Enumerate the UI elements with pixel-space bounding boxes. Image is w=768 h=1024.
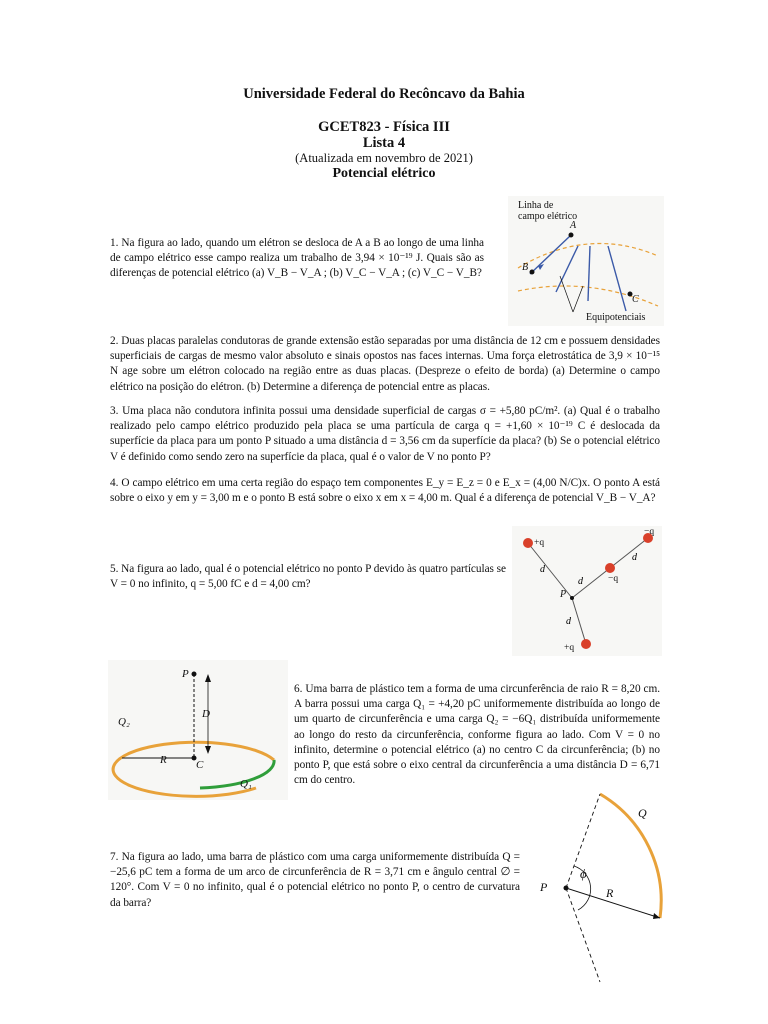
topic-title: Potencial elétrico <box>332 166 436 181</box>
ring-point-c: C <box>196 759 204 771</box>
charge-mid-label: −q <box>608 574 619 584</box>
ring-label-d: D <box>202 708 210 720</box>
ring-label-q1: Q₁ <box>240 778 252 790</box>
problem-4: 4. O campo elétrico em uma certa região do espaço tem componentes E_y = E_z = 0 e E_x = (4,00 N/C)x. O ponto A está sobre o eixo y em y = 3,00 m e o ponto B está sobre o eixo x em x = 4,00 m. Qual é a diferença de potencial V_B − V_A? <box>110 477 660 505</box>
problem-5: 5. Na figura ao lado, qual é o potencial elétrico no ponto P devido às quatro partículas se V = 0 no infinito, q = 5,00 fC e d = 4,00 cm? <box>110 563 506 591</box>
point-c-label: C <box>632 294 639 305</box>
field-line-label: Linha de campo elétrico <box>518 200 578 222</box>
figure-field-lines <box>508 196 664 326</box>
arc-label-r: R <box>606 886 614 900</box>
updated-note: (Atualizada em novembro de 2021) <box>295 151 473 165</box>
figure-ring <box>108 660 288 800</box>
point-b-label: B <box>522 262 529 273</box>
problem-2: 2. Duas placas paralelas condutoras de grande extensão estão separadas por uma distância de 12 cm e possuem densidades superficiais de cargas de mesmo valor absoluto e sinais opostos nas faces internas. Uma força eletrostática de 3,9 × 10⁻¹⁵ N age sobre um elétron colocado na região entre as duas placas. (Despreze o efeito de borda) (a) Determine o campo elétrico na posição do elétron. (b) Determine a diferença de potencial entre as placas. <box>110 335 660 393</box>
svg-text:d: d <box>566 616 571 627</box>
ring-label-q2: Q₂ <box>118 716 130 728</box>
charge-bottom-label: +q <box>564 643 575 653</box>
figure-arc <box>536 786 666 986</box>
arc-label-phi: ϕ <box>580 866 587 881</box>
svg-text:d: d <box>540 564 545 575</box>
charge-top-right-label: −q <box>644 527 655 537</box>
ring-label-r: R <box>160 754 167 766</box>
list-title: Lista 4 <box>362 135 406 151</box>
arc-point-p: P <box>540 880 548 894</box>
svg-text:d: d <box>632 552 637 563</box>
charge-mid-right <box>605 563 615 573</box>
charge-top-left <box>523 538 533 548</box>
problem-3: 3. Uma placa não condutora infinita possui uma densidade superficial de cargas σ = +5,80 pC/m². (a) Qual é o trabalho realizado pelo campo elétrico produzido pela placa se uma partícula de carga q = +1,60 × 10⁻¹⁹ C é deslocada da superfície da placa para um ponto P situado a uma distância d = 3,56 cm da superfície da placa? (b) Se o potencial elétrico V é definido como sendo zero na superfície da placa, qual é o valor de V no ponto P? <box>110 405 660 463</box>
equipotential-label: Equipotenciais <box>586 312 646 323</box>
svg-text:d: d <box>578 576 583 587</box>
point-a-label: A <box>570 220 577 231</box>
ring-point-p: P <box>182 668 189 680</box>
course-title: GCET823 - Física III <box>318 119 450 135</box>
point-p-dot <box>570 596 574 600</box>
charge-top-left-label: +q <box>534 538 545 548</box>
university-title: Universidade Federal do Recôncavo da Bahia <box>243 86 525 102</box>
problem-1: 1. Na figura ao lado, quando um elétron se desloca de A a B ao longo de uma linha de campo elétrico esse campo realiza um trabalho de 3,94 × 10⁻¹⁹ J. Quais são as diferenças de potencial elétrico (a) V_B − V_A ; (b) V_C − V_A ; (c) V_C − V_B? <box>110 237 484 280</box>
problem-7: 7. Na figura ao lado, uma barra de plástico com uma carga uniformemente distribuída Q = −25,6 pC tem a forma de um arco de circunferência de R = 3,71 cm e ângulo central ∅ = 120°. Com V = 0 no infinito, qual é o potencial elétrico no ponto P, o centro de curvatura da barra? <box>110 851 520 909</box>
charge-bottom <box>581 639 591 649</box>
figure-four-charges <box>512 526 662 656</box>
point-a-dot <box>569 233 574 238</box>
arc-label-q: Q <box>638 806 647 820</box>
point-p-label: P <box>560 589 567 600</box>
point-b-dot <box>530 270 535 275</box>
problem-6: 6. Uma barra de plástico tem a forma de uma circunferência de raio R = 8,20 cm. A barra possui uma carga Q₁ = +4,20 pC uniformemente distribuída ao longo de um quarto de circunferência e uma carga Q₂ = −6Q₁ distribuída uniformemente ao longo do resto da circunferência, conforme figura ao lado. Com V = 0 no infinito, determine o potencial elétrico (a) no centro C da circunferência; (b) no ponto P, que está sobre o eixo central da circunferência a uma distância D = 6,71 cm do centro. <box>294 683 660 787</box>
arc-q1 <box>200 760 274 788</box>
